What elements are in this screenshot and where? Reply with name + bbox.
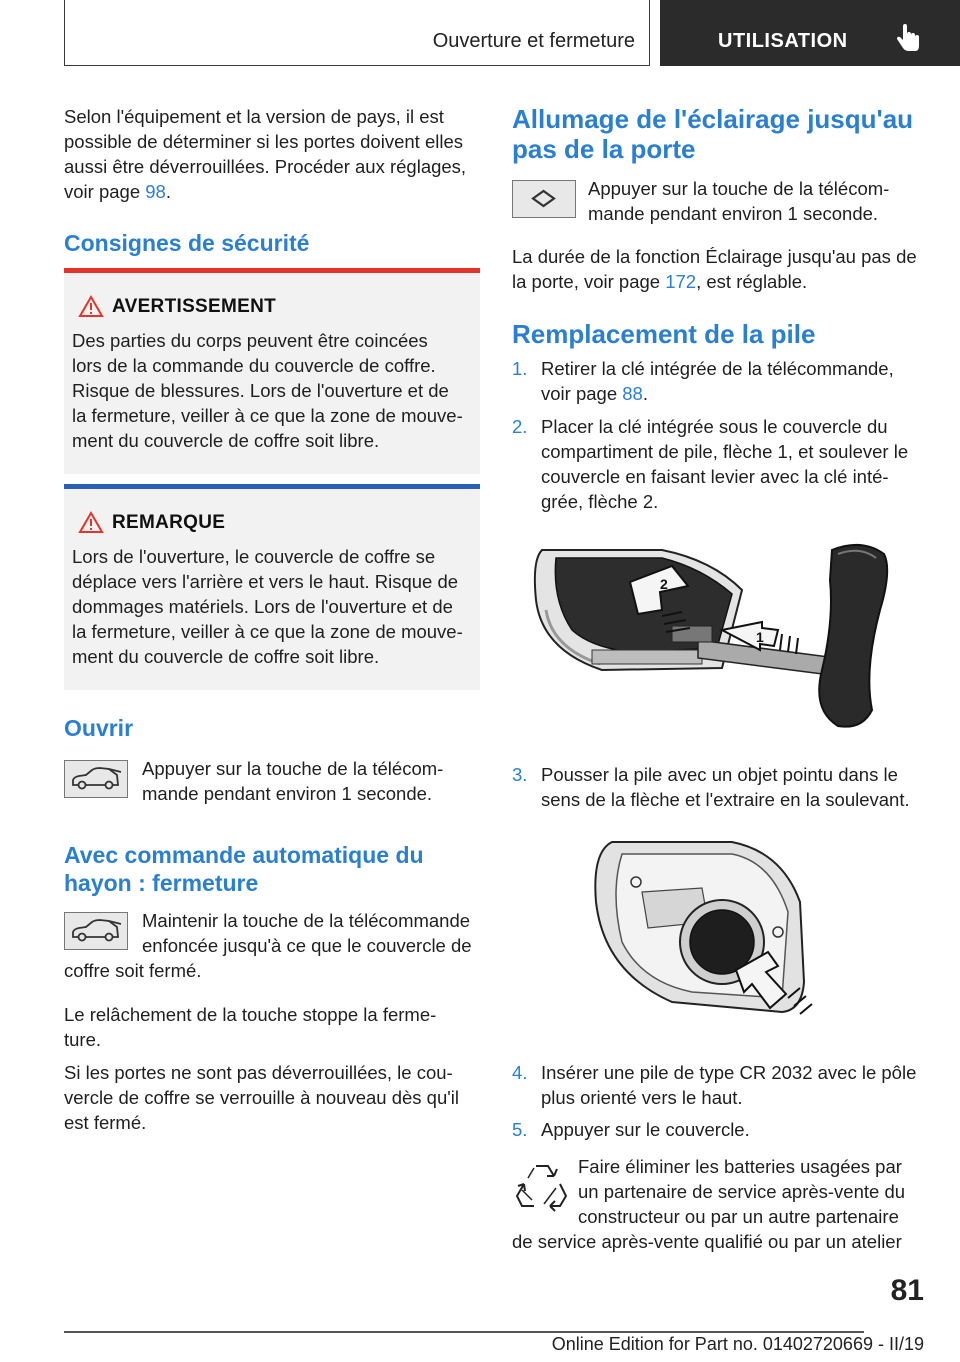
warning-title: AVERTISSEMENT xyxy=(112,296,277,317)
trunk-button-icon xyxy=(64,760,128,798)
notice-box xyxy=(64,484,480,690)
battery-heading: Remplacement de la pile xyxy=(512,319,816,349)
notice-text xyxy=(72,544,472,669)
light-heading-line: pas de la porte xyxy=(512,134,696,164)
header-chapter-box xyxy=(660,0,960,66)
battery-removal-figure xyxy=(582,832,842,1032)
warning-bar xyxy=(64,268,480,273)
step-text-part: . xyxy=(642,383,648,404)
step-line: couvercle en faisant levier avec la clé inté- xyxy=(541,466,889,487)
auto-heading-line: hayon : fermeture xyxy=(64,870,259,896)
intro-line: aussi être déverrouillées. Procéder aux réglages, xyxy=(64,156,467,177)
doors-text xyxy=(64,1060,484,1135)
step-line xyxy=(541,381,941,406)
auto-close-heading xyxy=(64,841,484,897)
intro-line: possible de déterminer si les portes doivent elles xyxy=(64,131,463,152)
duration-text xyxy=(512,244,942,294)
duration-text-part: , est réglable. xyxy=(696,271,808,292)
key-removal-figure xyxy=(512,530,928,740)
step-text-part: voir page xyxy=(541,383,623,404)
warning-line: Des parties du corps peuvent être coincées xyxy=(72,330,428,351)
release-line: Le relâchement de la touche stoppe la ferme- xyxy=(64,1004,437,1025)
open-text xyxy=(142,756,482,806)
recycling-text xyxy=(512,1154,942,1254)
intro-text: voir page xyxy=(64,181,146,202)
arrow-1-label: 1 xyxy=(756,629,764,645)
step-line: Placer la clé intégrée sous le couvercle du xyxy=(541,416,888,437)
release-text xyxy=(64,1002,484,1052)
step-line: Pousser la pile avec un objet pointu dans le xyxy=(541,764,898,785)
warning-text xyxy=(72,328,472,453)
auto-close-text xyxy=(64,908,484,983)
step-number: 1. xyxy=(512,358,528,379)
step-1-text xyxy=(541,356,941,406)
warning-box xyxy=(64,268,480,474)
light-button-icon xyxy=(512,180,576,218)
warning-line: la fermeture, veiller à ce que la zone de mouve- xyxy=(72,405,463,426)
header-section-title: Ouverture et fermeture xyxy=(432,30,635,52)
header-section-box xyxy=(64,0,650,66)
release-line: ture. xyxy=(64,1029,102,1050)
auto-line: Maintenir la touche de la télécommande xyxy=(142,910,471,931)
recycling-line: de service après-vente qualifié ou par un atelier xyxy=(512,1231,902,1252)
notice-triangle-icon xyxy=(78,511,104,534)
intro-line xyxy=(64,179,484,204)
auto-heading-line: Avec commande automatique du xyxy=(64,842,424,868)
duration-text-part: la porte, voir page xyxy=(512,271,666,292)
step-2-text xyxy=(541,414,941,514)
notice-line: ment du couvercle de coffre soit libre. xyxy=(72,646,380,667)
warning-line: lors de la commande du couvercle de coffre. xyxy=(72,355,436,376)
step-number: 3. xyxy=(512,764,528,785)
step-number: 4. xyxy=(512,1062,528,1083)
step-number: 2. xyxy=(512,416,528,437)
step-5-text xyxy=(541,1117,941,1142)
warning-line: ment du couvercle de coffre soit libre. xyxy=(72,430,380,451)
intro-paragraph xyxy=(64,104,484,204)
step-line: Insérer une pile de type CR 2032 avec le pôle xyxy=(541,1062,917,1083)
notice-line: dommages matériels. Lors de l'ouverture et de xyxy=(72,596,453,617)
recycling-line: Faire éliminer les batteries usagées par xyxy=(578,1156,902,1177)
step-line: Appuyer sur le couvercle. xyxy=(541,1119,750,1140)
step-line: compartiment de pile, flèche 1, et soulever le xyxy=(541,441,909,462)
doors-line: est fermé. xyxy=(64,1112,147,1133)
open-heading: Ouvrir xyxy=(64,715,134,741)
recycling-line: un partenaire de service après-vente du xyxy=(578,1181,906,1202)
step-line: plus orienté vers le haut. xyxy=(541,1087,743,1108)
step-line: sens de la flèche et l'extraire en la soulevant. xyxy=(541,789,910,810)
light-line: Appuyer sur la touche de la télécom- xyxy=(588,178,890,199)
open-line: mande pendant environ 1 seconde. xyxy=(142,783,433,804)
notice-line: déplace vers l'arrière et vers le haut. Risque de xyxy=(72,571,459,592)
safety-heading: Consignes de sécurité xyxy=(64,230,310,256)
light-heading-line: Allumage de l'éclairage jusqu'au xyxy=(512,104,914,134)
notice-title: REMARQUE xyxy=(112,512,226,533)
auto-line: enfoncée jusqu'à ce que le couvercle de xyxy=(142,935,472,956)
intro-line: Selon l'équipement et la version de pays, il est xyxy=(64,106,444,127)
hand-pointer-icon xyxy=(895,24,921,52)
warning-line: Risque de blessures. Lors de l'ouverture et de xyxy=(72,380,449,401)
page-link-98[interactable]: 98 xyxy=(145,181,166,202)
light-heading xyxy=(512,104,942,164)
auto-line: coffre soit fermé. xyxy=(64,960,202,981)
footer-divider xyxy=(64,1331,864,1333)
header-chapter-title: UTILISATION xyxy=(718,30,848,52)
duration-line xyxy=(512,269,942,294)
key-handle-shape xyxy=(819,545,887,727)
intro-text: . xyxy=(165,181,171,202)
step-3-text xyxy=(541,762,941,812)
open-line: Appuyer sur la touche de la télécom- xyxy=(142,758,444,779)
page-number: 81 xyxy=(890,1274,924,1307)
step-line: Retirer la clé intégrée de la télécommande, xyxy=(541,358,894,379)
step-number: 5. xyxy=(512,1119,528,1140)
footer-edition: Online Edition for Part no. 01402720669 - II/19 xyxy=(551,1334,924,1354)
warning-triangle-icon xyxy=(78,295,104,318)
light-text xyxy=(588,176,928,226)
step-4-text xyxy=(541,1060,941,1110)
light-line: mande pendant environ 1 seconde. xyxy=(588,203,879,224)
notice-line: la fermeture, veiller à ce que la zone de mouve- xyxy=(72,621,463,642)
page-link-88[interactable]: 88 xyxy=(622,383,643,404)
doors-line: Si les portes ne sont pas déverrouillées, le cou- xyxy=(64,1062,453,1083)
recycling-line: constructeur ou par un autre partenaire xyxy=(578,1206,899,1227)
notice-line: Lors de l'ouverture, le couvercle de coffre se xyxy=(72,546,436,567)
step-line: grée, flèche 2. xyxy=(541,491,659,512)
arrow-2-label: 2 xyxy=(660,576,668,592)
doors-line: vercle de coffre se verrouille à nouveau dès qu'il xyxy=(64,1087,460,1108)
duration-line: La durée de la fonction Éclairage jusqu'au pas de xyxy=(512,246,917,267)
notice-bar xyxy=(64,484,480,489)
page-link-172[interactable]: 172 xyxy=(665,271,697,292)
